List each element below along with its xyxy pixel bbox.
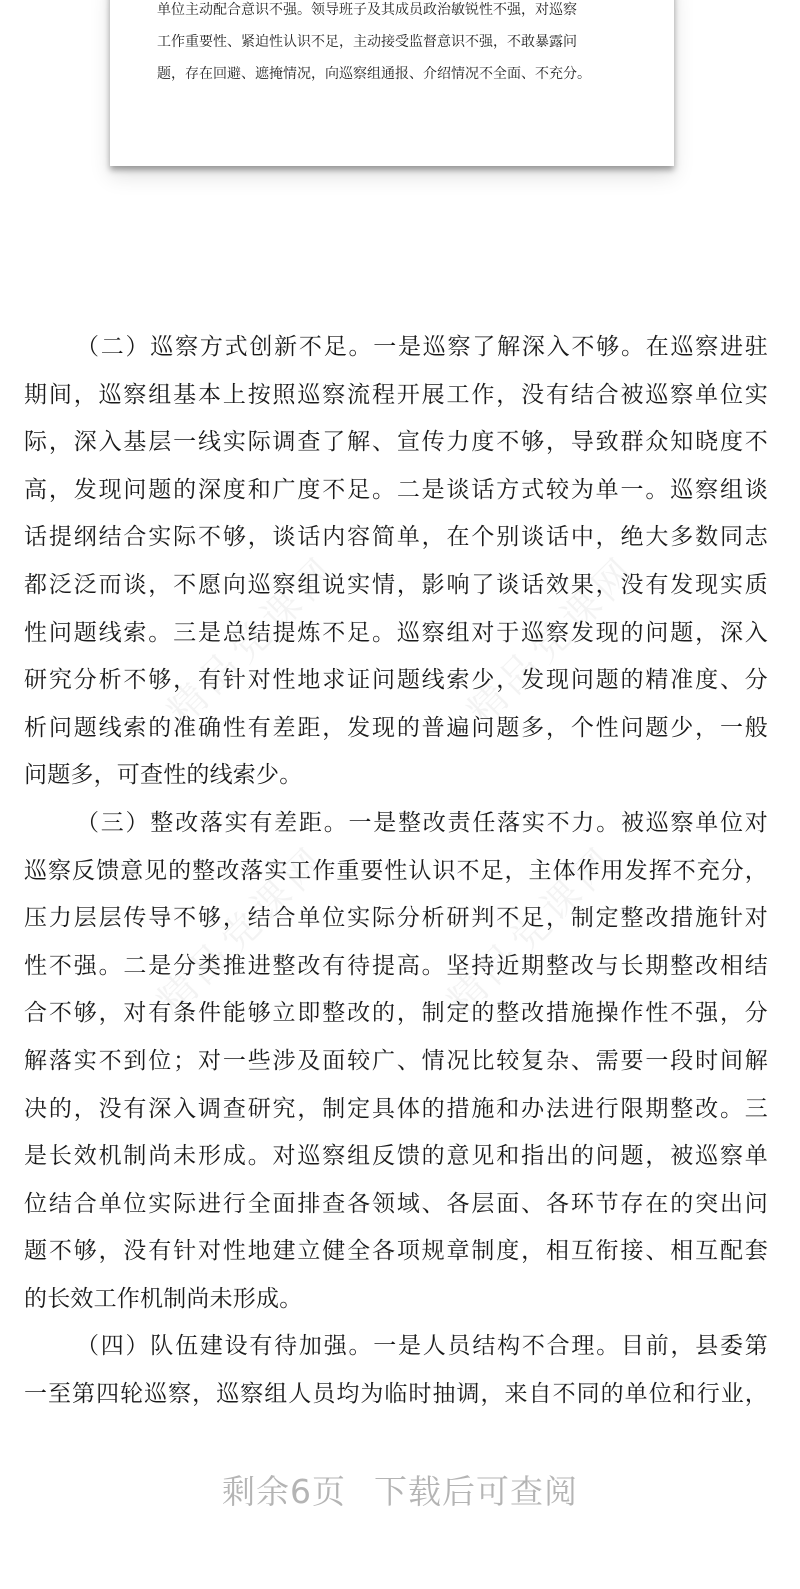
paragraph-line: 析问题线索的准确性有差距，发现的普遍问题多，个性问题少，一般 [24,714,768,741]
paragraph-line: 性不强。二是分类推进整改有待提高。坚持近期整改与长期整改相结 [24,952,768,979]
preview-line: 工作重要性、紧迫性认识不足，主动接受监督意识不强，不敢暴露问 [157,34,577,50]
paragraph-line: 题不够，没有针对性地建立健全各项规章制度，相互衔接、相互配套 [24,1238,768,1265]
paragraph-line: （二）巡察方式创新不足。一是巡察了解深入不够。在巡察进驻 [76,334,768,360]
remaining-pages-label: 剩余6页 [222,1472,346,1511]
paragraph-line: 都泛泛而谈，不愿向巡察组说实情，影响了谈话效果，没有发现实质 [24,571,768,598]
preview-line: 题，存在回避、遮掩情况，向巡察组通报、介绍情况不全面、不充分。 [157,66,591,82]
paragraph-line: 是长效机制尚未形成。对巡察组反馈的意见和指出的问题，被巡察单 [24,1143,768,1170]
paragraph-line: 位结合单位实际进行全面排查各领域、各层面、各环节存在的突出问 [24,1190,768,1217]
paragraph-line: 话提纲结合实际不够，谈话内容简单，在个别谈话中，绝大多数同志 [24,524,768,551]
preview-card [110,0,674,166]
paragraph-line: 研究分析不够，有针对性地求证问题线索少，发现问题的精准度、分 [24,667,768,694]
paragraph-line: 期间，巡察组基本上按照巡察流程开展工作，没有结合被巡察单位实 [24,381,768,408]
paragraph-line: 压力层层传导不够，结合单位实际分析研判不足，制定整改措施针对 [24,905,768,932]
download-to-view-label: 下载后可查阅 [374,1472,578,1511]
watermark: 精品党课网 [149,836,336,1024]
paragraph-line: 的长效工作机制尚未形成。 [24,1285,303,1312]
paragraph-line: 巡察反馈意见的整改落实工作重要性认识不足，主体作用发挥不充分， [24,857,768,884]
article-body [24,324,768,1419]
paragraph-line: 合不够，对有条件能够立即整改的，制定的整改措施操作性不强，分 [24,1000,768,1027]
download-prompt[interactable] [0,1466,800,1513]
watermark: 精品党课网 [439,836,626,1024]
paragraph-line: 高，发现问题的深度和广度不足。二是谈话方式较为单一。巡察组谈 [24,476,768,503]
preview-line: 单位主动配合意识不强。领导班子及其成员政治敏锐性不强，对巡察 [157,2,577,18]
paragraph-line: 问题多，可查性的线索少。 [24,762,303,789]
paragraph-line: （三）整改落实有差距。一是整改责任落实不力。被巡察单位对 [76,809,768,836]
paragraph-line: 性问题线索。三是总结提炼不足。巡察组对于巡察发现的问题，深入 [24,619,768,646]
paragraph-line: 解落实不到位；对一些涉及面较广、情况比较复杂、需要一段时间解 [24,1047,768,1074]
watermark: 精品党课网 [459,546,646,734]
paragraph-line: （四）队伍建设有待加强。一是人员结构不合理。目前，县委第 [76,1333,768,1360]
paragraph-line: 一至第四轮巡察，巡察组人员均为临时抽调，来自不同的单位和行业， [24,1381,768,1408]
paragraph-line: 决的，没有深入调查研究，制定具体的措施和办法进行限期整改。三 [24,1095,768,1122]
paragraph-line: 际，深入基层一线实际调查了解、宣传力度不够，导致群众知晓度不 [24,429,768,456]
watermark: 精品党课网 [159,546,346,734]
